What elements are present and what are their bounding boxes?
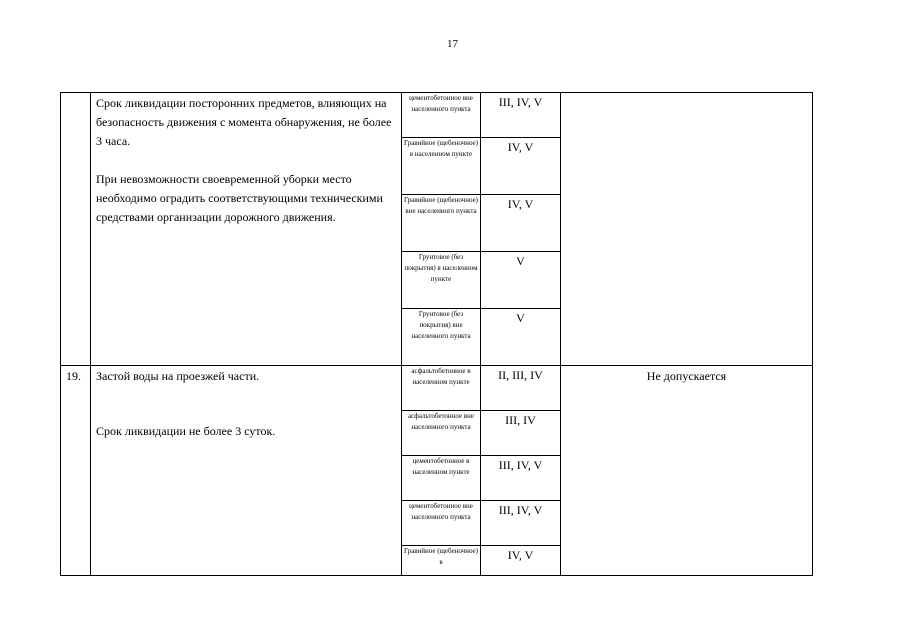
road-category-cell: III, IV, V [481,501,561,546]
description-paragraph: Срок ликвидации посторонних предметов, влияющих на безопасность движения с момента обнаружения, не более 3 часа. [96,96,392,148]
road-category-cell: IV, V [481,546,561,576]
road-category-cell: III, IV, V [481,456,561,501]
table-row [61,93,813,138]
road-category-cell: III, IV [481,411,561,456]
item-description [91,93,402,366]
item-number: 19. [61,366,91,576]
road-category-cell: IV, V [481,195,561,252]
description-paragraph: При невозможности своевременной уборки место необходимо оградить соответствующими техническими средствами организации дорожного движения. [96,172,383,224]
table-row [61,366,813,411]
surface-type-cell: цементобетонное вне населенного пункта [402,93,481,138]
surface-type-cell: асфальтобетонное в населенном пункте [402,366,481,411]
surface-type-cell: Гравийное (щебеночное) в [402,546,481,576]
road-category-cell: III, IV, V [481,93,561,138]
description-paragraph: Застой воды на проезжей части. [96,369,260,383]
surface-type-cell: Гравийное (щебеночное) вне населенного пункта [402,195,481,252]
page-number: 17 [447,38,458,50]
surface-type-cell: Грунтовое (без покрытия) в населенном пункте [402,252,481,309]
requirement-note [561,93,813,366]
road-category-cell: V [481,252,561,309]
surface-type-cell: Грунтовое (без покрытия) вне населенного пункта [402,309,481,366]
item-description [91,366,402,576]
surface-type-cell: асфальтобетонное вне населенного пункта [402,411,481,456]
requirement-note: Не допускается [561,366,813,576]
surface-type-cell: Гравийное (щебеночное) в населенном пункте [402,138,481,195]
requirements-table [60,92,813,576]
road-category-cell: IV, V [481,138,561,195]
surface-type-cell: цементобетонное в населенном пункте [402,456,481,501]
description-paragraph: Срок ликвидации не более 3 суток. [96,424,276,438]
road-category-cell: II, III, IV [481,366,561,411]
surface-type-cell: цементобетонное вне населенного пункта [402,501,481,546]
road-category-cell: V [481,309,561,366]
item-number [61,93,91,366]
